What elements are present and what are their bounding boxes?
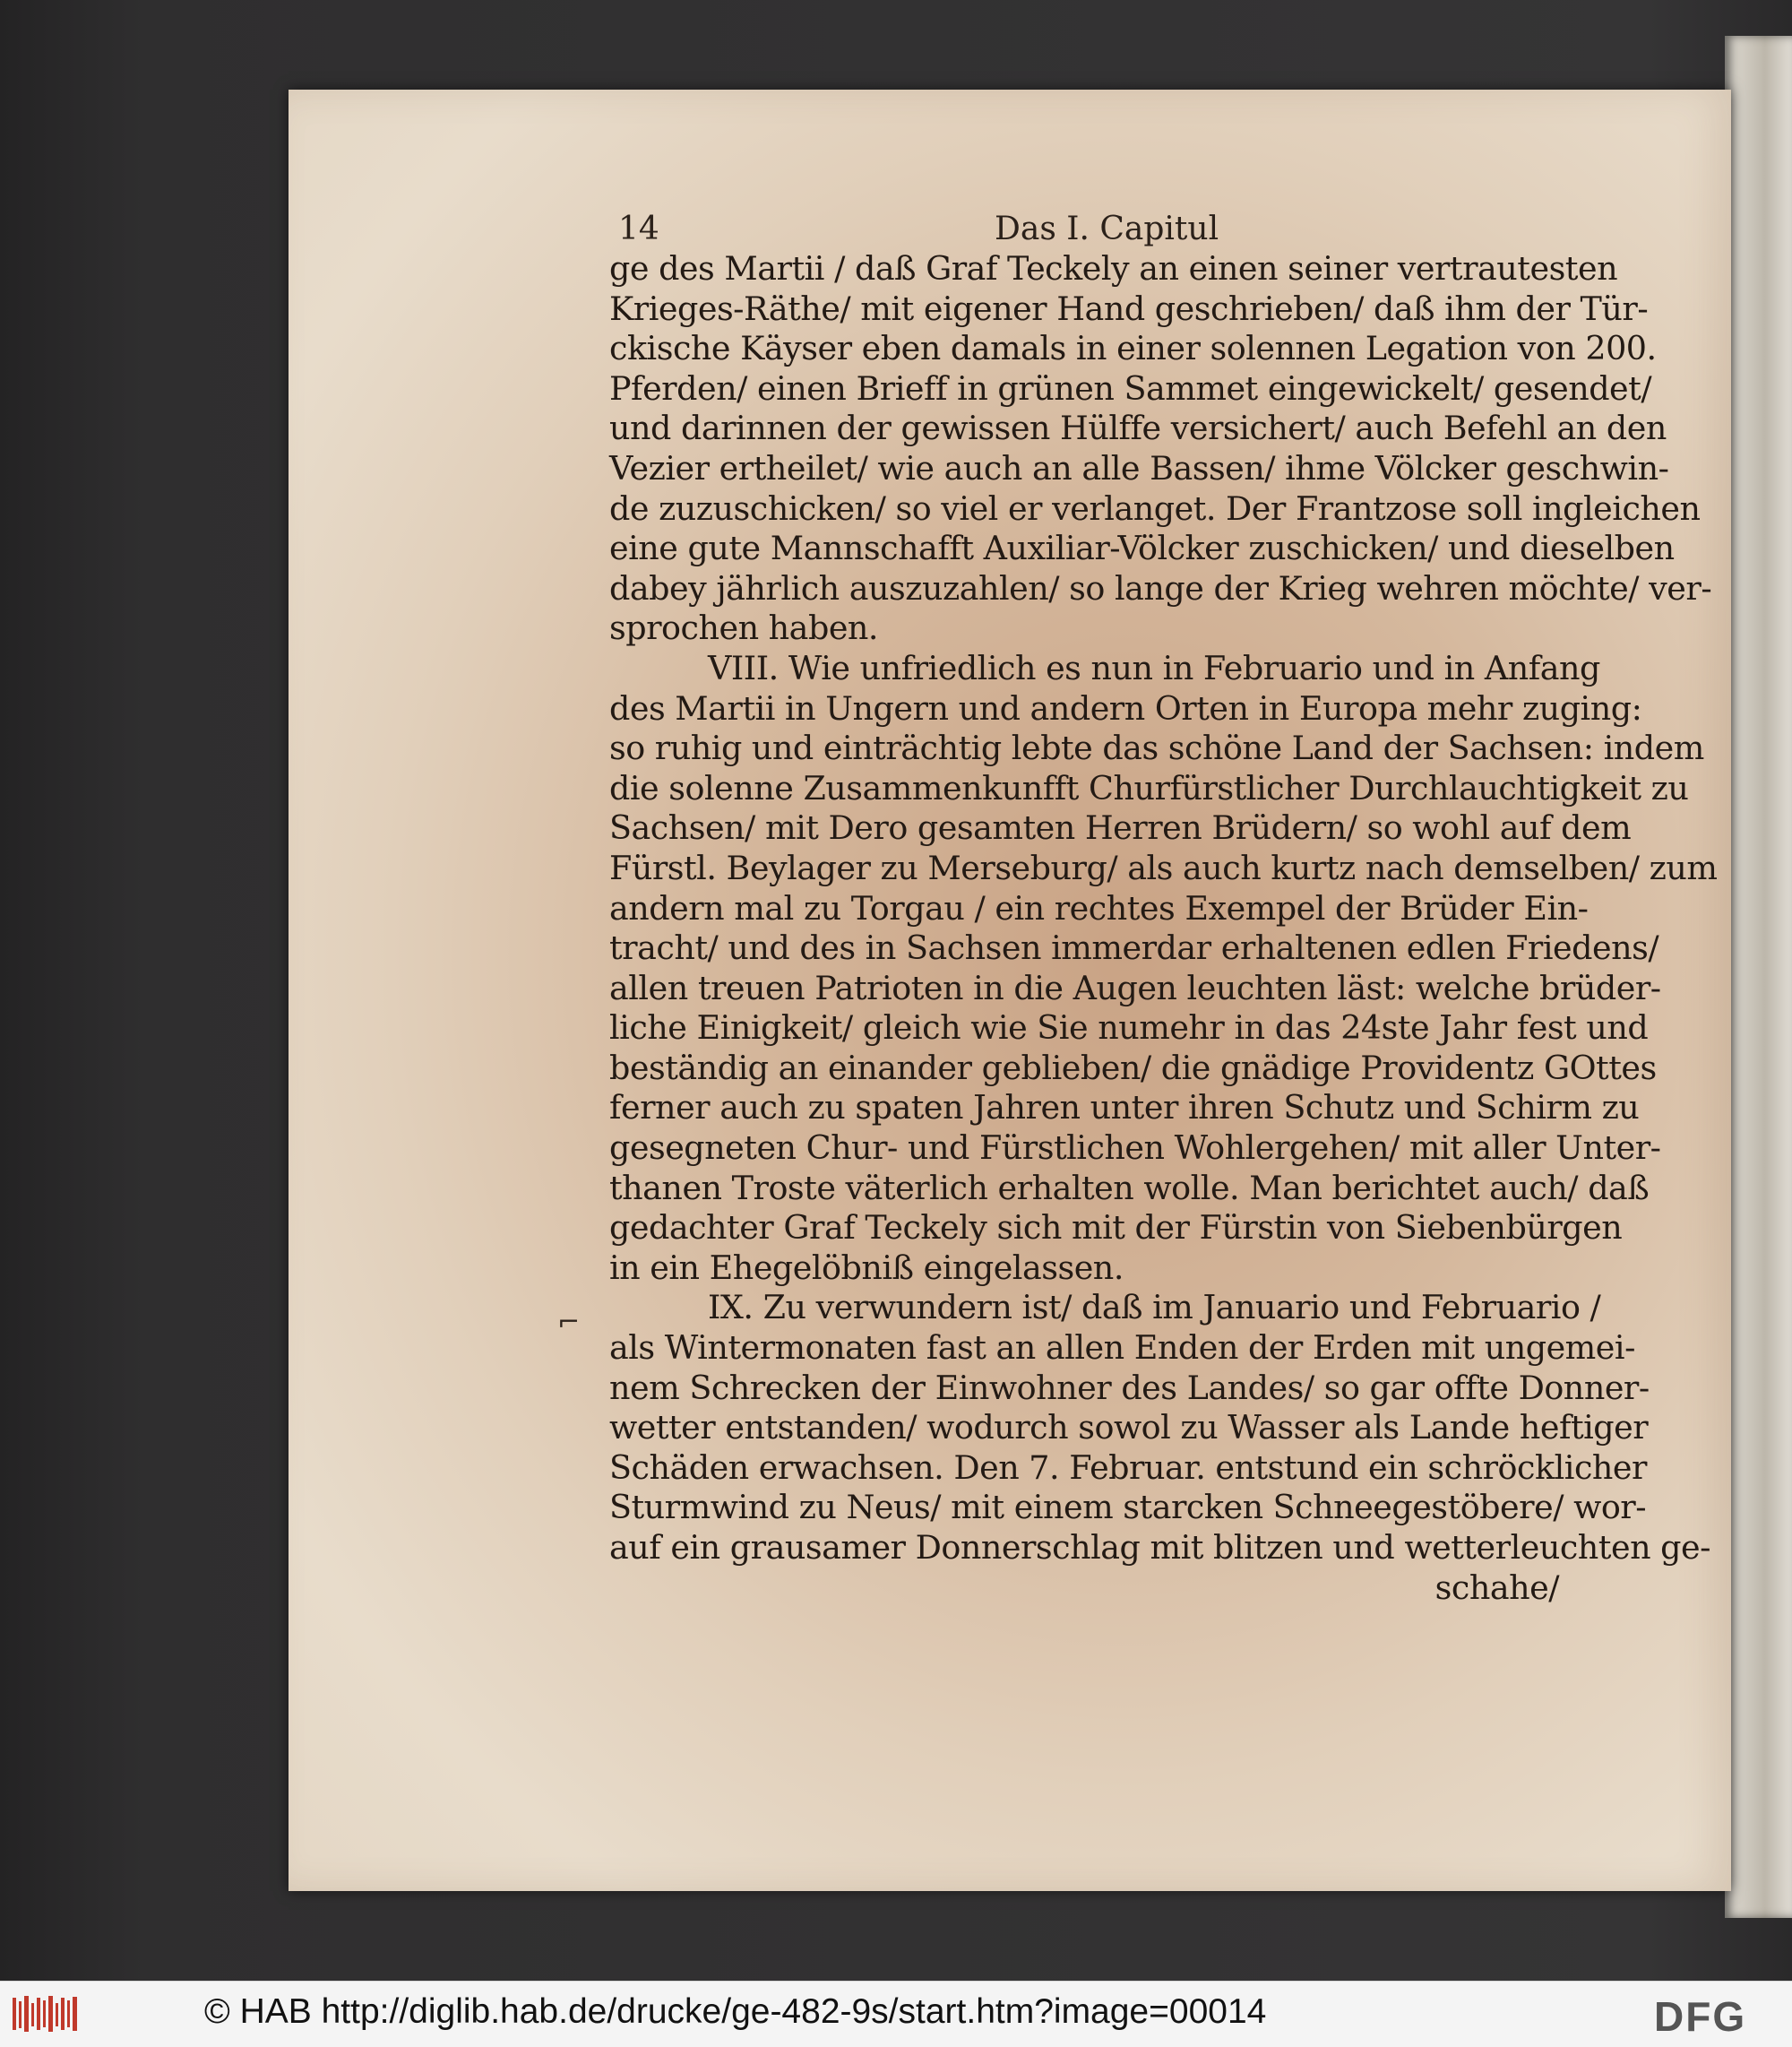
text-line: Pferden/ einen Brieff in grünen Sammet eingewickelt/ gesendet/ (609, 368, 1652, 408)
text-line: ferner auch zu spaten Jahren unter ihren Schutz und Schirm zu (609, 1088, 1640, 1127)
text-line: sprochen haben. (609, 609, 879, 648)
text-line: tracht/ und des in Sachsen immerdar erhaltenen edlen Friedens/ (609, 928, 1659, 968)
text-line: auf ein grausamer Donnerschlag mit blitzen und wetterleuchten ge- (609, 1528, 1710, 1567)
text-line: des Martii in Ungern und andern Orten in Europa mehr zuging: (609, 688, 1642, 728)
page-number: 14 (618, 211, 659, 247)
text-line: Sturmwind zu Neus/ mit einem starcken Schneegestöbere/ wor- (609, 1488, 1647, 1527)
text-line: liche Einigkeit/ gleich wie Sie numehr in das 24ste Jahr fest und (609, 1008, 1649, 1048)
text-line: ge des Martii / daß Graf Teckely an einen seiner vertrautesten (609, 249, 1618, 288)
catchword: schahe/ (1434, 1568, 1559, 1607)
text-line: eine gute Mannschafft Auxiliar-Völcker zuschicken/ und dieselben (609, 529, 1675, 568)
text-line: Krieges-Räthe/ mit eigener Hand geschrieben/ daß ihm der Tür- (609, 289, 1649, 328)
section-heading-line: IX. Zu verwundern ist/ daß im Januario und Februario / (708, 1288, 1601, 1327)
dfg-logo-icon: DFG (1654, 1993, 1747, 2040)
text-line: Fürstl. Beylager zu Merseburg/ als auch kurtz nach demselben/ zum (609, 848, 1718, 887)
text-line: beständig an einander geblieben/ die gnädige Providentz GOttes (609, 1048, 1657, 1087)
margin-mark: ⌐ (557, 1307, 581, 1338)
text-line: de zuzuschicken/ so viel er verlanget. Der Frantzose soll ingleichen (609, 488, 1701, 528)
text-line: Sachsen/ mit Dero gesamten Herren Brüdern/ so wohl auf dem (609, 808, 1632, 848)
book-page-edges (1725, 36, 1792, 1918)
page-text (609, 249, 1718, 1608)
text-line: und darinnen der gewissen Hülffe versichert/ auch Befehl an den (609, 409, 1667, 448)
footer-bar (0, 1981, 1792, 2047)
text-line: wetter entstanden/ wodurch sowol zu Wasser als Lande heftiger (609, 1408, 1649, 1447)
text-line: nem Schrecken der Einwohner des Landes/ so gar offte Donner- (609, 1368, 1650, 1407)
text-line: Schäden erwachsen. Den 7. Februar. entstund ein schröcklicher (609, 1447, 1647, 1487)
text-line: gesegneten Chur- und Fürstlichen Wohlergehen/ mit aller Unter- (609, 1128, 1661, 1168)
text-line: so ruhig und einträchtig lebte das schöne Land der Sachsen: indem (609, 729, 1704, 768)
footer-credit[interactable]: © HAB http://diglib.hab.de/drucke/ge-482-9s/start.htm?image=00014 (204, 1992, 1267, 2031)
text-line: die solenne Zusammenkunfft Churfürstlicher Durchlauchtigkeit zu (609, 768, 1689, 808)
hab-logo-icon (11, 1992, 82, 2035)
text-line: in ein Ehegelöbniß eingelassen. (609, 1248, 1124, 1287)
text-line: dabey jährlich auszuzahlen/ so lange der Krieg wehren möchte/ ver- (609, 568, 1712, 608)
running-head: Das I. Capitul (995, 211, 1219, 247)
text-line: ckische Käyser eben damals in einer solennen Legation von 200. (609, 329, 1657, 368)
page-header (618, 211, 1586, 250)
text-line: als Wintermonaten fast an allen Enden der Erden mit ungemei- (609, 1328, 1635, 1368)
text-line: thanen Troste väterlich erhalten wolle. Man berichtet auch/ daß (609, 1168, 1650, 1207)
text-line: gedachter Graf Teckely sich mit der Fürstin von Siebenbürgen (609, 1208, 1623, 1248)
section-heading-line: VIII. Wie unfriedlich es nun in Februario und in Anfang (708, 648, 1600, 687)
text-line: andern mal zu Torgau / ein rechtes Exempel der Brüder Ein- (609, 888, 1589, 928)
text-line: Vezier ertheilet/ wie auch an alle Bassen/ ihme Völcker geschwin- (609, 448, 1669, 488)
text-line: allen treuen Patrioten in die Augen leuchten läst: welche brüder- (609, 968, 1661, 1007)
